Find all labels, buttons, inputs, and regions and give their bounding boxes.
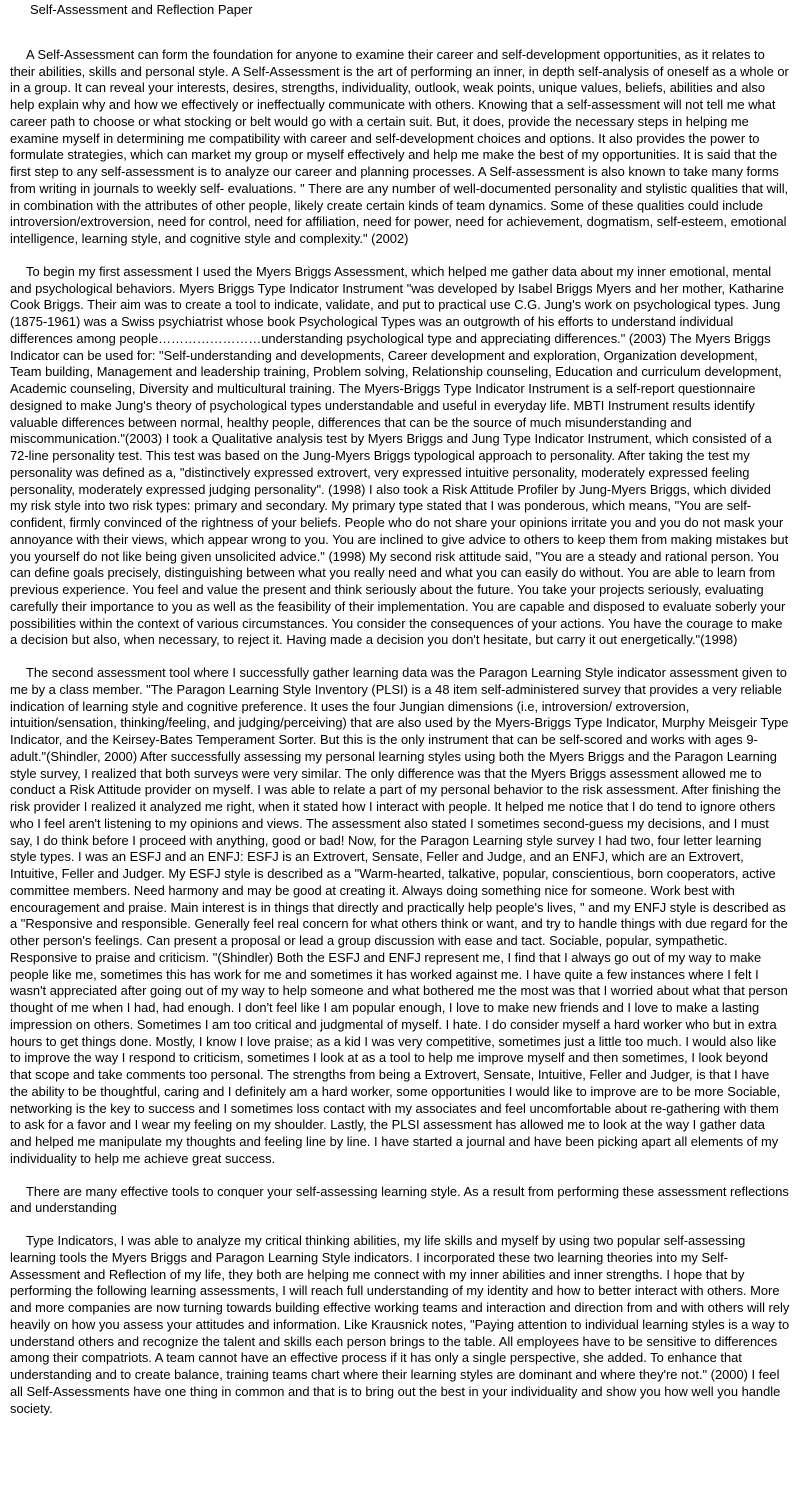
spacer [10,649,790,665]
paragraph-conclusion: Type Indicators, I was able to analyze my critical thinking abilities, my life skills and myself by using two popular self-assessing learning tools the Myers Briggs and Paragon Learning Style indicators. I incorporated these two learning theories into my Self-Assessment and Reflection of my life, they both are helping me connect with my inner abilities and inner strengths. I hope that by performing the following learning assessments, I will reach full understanding of my identity and how to better interact with others. More and more companies are now turning towards building effective working teams and interaction and direction from and with others will rely heavily on how you assess your attitudes and information. Like Krausnick notes, "Paying attention to individual learning styles is a way to understand others and recognize the talent and skills each person brings to the table. All employees have to be sensitive to differences among their compatriots. A team cannot have an effective process if it has only a single perspective, she added. To enhance that understanding and to create balance, training teams chart where their learning styles are dominant and where they're not." (2000) I feel all Self-Assessments have one thing in common and that is to bring out the best in your individuality and show you how well you handle society. [10,1233,790,1416]
paragraph-myers-briggs: To begin my first assessment I used the Myers Briggs Assessment, which helped me gather data about my inner emotional, mental and psychological behaviors. Myers Briggs Type Indicator Instrument "was developed by Isabel Briggs Myers and her mother, Katharine Cook Briggs. Their aim was to create a tool to indicate, validate, and put to practical use C.G. Jung's work on psychological types. Jung (1875-1961) was a Swiss psychiatrist whose book Psychological Types was an outgrowth of his efforts to understand individual differences among people……………………understanding psychological type and appreciating differences." (2003) The Myers Briggs Indicator can be used for: "Self-understanding and developments, Career development and exploration, Organization development, Team building, Management and leadership training, Problem solving, Relationship counseling, Education and curriculum development, Academic counseling, Diversity and multicultural training. The Myers-Briggs Type Indicator Instrument is a self-report questionnaire designed to make Jung's theory of psychological types understandable and useful in everyday life. MBTI Instrument results identify valuable differences between normal, healthy people, differences that can be the source of much misunderstanding and miscommunication."(2003) I took a Qualitative analysis test by Myers Briggs and Jung Type Indicator Instrument, which consisted of a 72-line personality test. This test was based on the Jung-Myers Briggs typological approach to personality. After taking the test my personality was defined as a, "distinctively expressed extrovert, very expressed intuitive personality, moderately expressed feeling personality, moderately expressed judging personality". (1998) I also took a Risk Attitude Profiler by Jung-Myers Briggs, which divided my risk style into two risk types: primary and secondary. My primary type stated that I was ponderous, which means, "You are self-confident, firmly convinced of the rightness of your beliefs. People who do not share your opinions irritate you and you do not mask your annoyance with their views, which appear wrong to you. You are inclined to give advice to others to keep them from making mistakes but you yourself do not like being given unsolicited advice." (1998) My second risk attitude said, "You are a steady and rational person. You can define goals precisely, distinguishing between what you really need and what you can easily do without. You are able to learn from previous experience. You feel and value the present and think seriously about the future. You take your projects seriously, evaluating carefully their importance to you as well as the feasibility of their implementation. You are capable and disposed to evaluate soberly your possibilities within the context of various circumstances. You consider the consequences of your actions. You have the courage to make a decision but also, when necessary, to reject it. Having made a decision you don't hesitate, but carry it out energetically."(1998) [10,263,789,648]
paragraph-paragon: The second assessment tool where I successfully gather learning data was the Paragon Learning Style indicator assessment given to me by a class member. "The Paragon Learning Style Inventory (PLSI) is a 48 item self-administered survey that provides a very reliable indication of learning style and cognitive preference. It uses the four Jungian dimensions (i.e, introversion/ extroversion, intuition/sensation, thinking/feeling, and judging/perceiving) that are also used by the Myers-Briggs Type Indicator, Murphy Meisgeir Type Indicator, and the Keirsey-Bates Temperament Sorter. But this is the only instrument that can be self-scored and works with ages 9-adult."(Shindler, 2000) After successfully assessing my personal learning styles using both the Myers Briggs and the Paragon Learning style survey, I realized that both surveys were very similar. The only difference was that the Myers Briggs assessment allowed me to conduct a Risk Attitude provider on myself. I was able to relate a part of my personal behavior to the risk assessment. After finishing the risk provider I realized it analyzed me right, when it stated how I interact with people. It helped me notice that I do tend to ignore others who I feel aren't listening to my opinions and views. The assessment also stated I sometimes second-guess my decisions, and I must say, I do think before I proceed with anything, good or bad! Now, for the Paragon Learning style survey I had two, four letter learning style types. I was an ESFJ and an ENFJ: ESFJ is an Extrovert, Sensate, Feller and Judge, and an ENFJ, which are an Extrovert, Intuitive, Feller and Judger. My ESFJ style is described as a "Warm-hearted, talkative, popular, conscientious, born cooperators, active committee members. Need harmony and may be good at creating it. Always doing something nice for someone. Work best with encouragement and praise. Main interest is in things that directly and practically help people's lives, " and my ENFJ style is described as a "Responsive and responsible. Generally feel real concern for what others think or want, and try to handle things with due regard for the other person's feelings. Can present a proposal or lead a group discussion with ease and tact. Sociable, popular, sympathetic. Responsive to praise and criticism. "(Shindler) Both the ESFJ and ENFJ represent me, I find that I always go out of my way to make people like me, sometimes this has work for me and sometimes it has worked against me. I have quite a few instances where I felt I wasn't appreciated after going out of my way to help someone and what bothered me the most was that I worried about what that person thought of me when I had, had enough. I don't feel like I am popular enough, I love to make new friends and I love to make a lasting impression on others. Sometimes I am too critical and judgmental of myself. I hate. I do consider myself a hard worker who but in extra hours to get things done. Mostly, I know I love praise; as a kid I was very competitive, sometimes just a little too much. I would also like to improve the way I respond to criticism, sometimes I look at as a tool to help me improve myself and then sometimes, I look beyond that scope and take comments too personal. The strengths from being a Extrovert, Sensate, Intuitive, Feller and Judger, is that I have the ability to be thoughtful, caring and I definitely am a hard worker, some opportunities I would like to improve are to be more Sociable, networking is the key to success and I sometimes loss contact with my associates and feel uncomfortable about re-gathering with them to ask for a favor and I wear my feeling on my shoulder. Lastly, the PLSI assessment has allowed me to look at the way I gather data and helped me manipulate my thoughts and feeling line by line. I have started a journal and have been picking apart all elements of my individuality to help me achieve great success. [10,665,789,1166]
page-title: Self-Assessment and Reflection Paper [30,2,253,17]
spacer [10,1168,790,1184]
paragraph-tools: There are many effective tools to conquer your self-assessing learning style. As a result from performing these assessment reflections and understanding [10,1183,789,1216]
paragraph-introduction: A Self-Assessment can form the foundation for anyone to examine their career and self-development opportunities, as it relates to their abilities, skills and personal style. A Self-Assessment is the art of performing an inner, in depth self-analysis of oneself as a whole or in a group. It can reveal your interests, desires, strengths, individuality, outlook, weak points, unique values, beliefs, abilities and also help explain why and how we effectively or ineffectually communicate with others. Knowing that a self-assessment will not tell me what career path to choose or what stocking or belt would go with a certain suit. But, it does, provide the necessary steps in helping me examine myself in determining me compatibility with career and self-development choices and options. It also provides the power to formulate strategies, which can market my group or myself effectively and help me make the best of my opportunities. It is said that the first step to any self-assessment is to analyze our career and planning processes. A Self-assessment is also known to take many forms from writing in journals to weekly self- evaluations. " There are any number of well-documented personality and stylistic qualities that will, in combination with the attributes of other people, likely create certain kinds of team dynamics. Some of these qualities could include introversion/extroversion, need for control, need for affiliation, need for power, need for achievement, dogmatism, self-esteem, emotional intelligence, learning style, and cognitive style and complexity." (2002) [10,46,789,246]
spacer [10,19,790,47]
spacer [10,1217,790,1233]
spacer [10,248,790,264]
